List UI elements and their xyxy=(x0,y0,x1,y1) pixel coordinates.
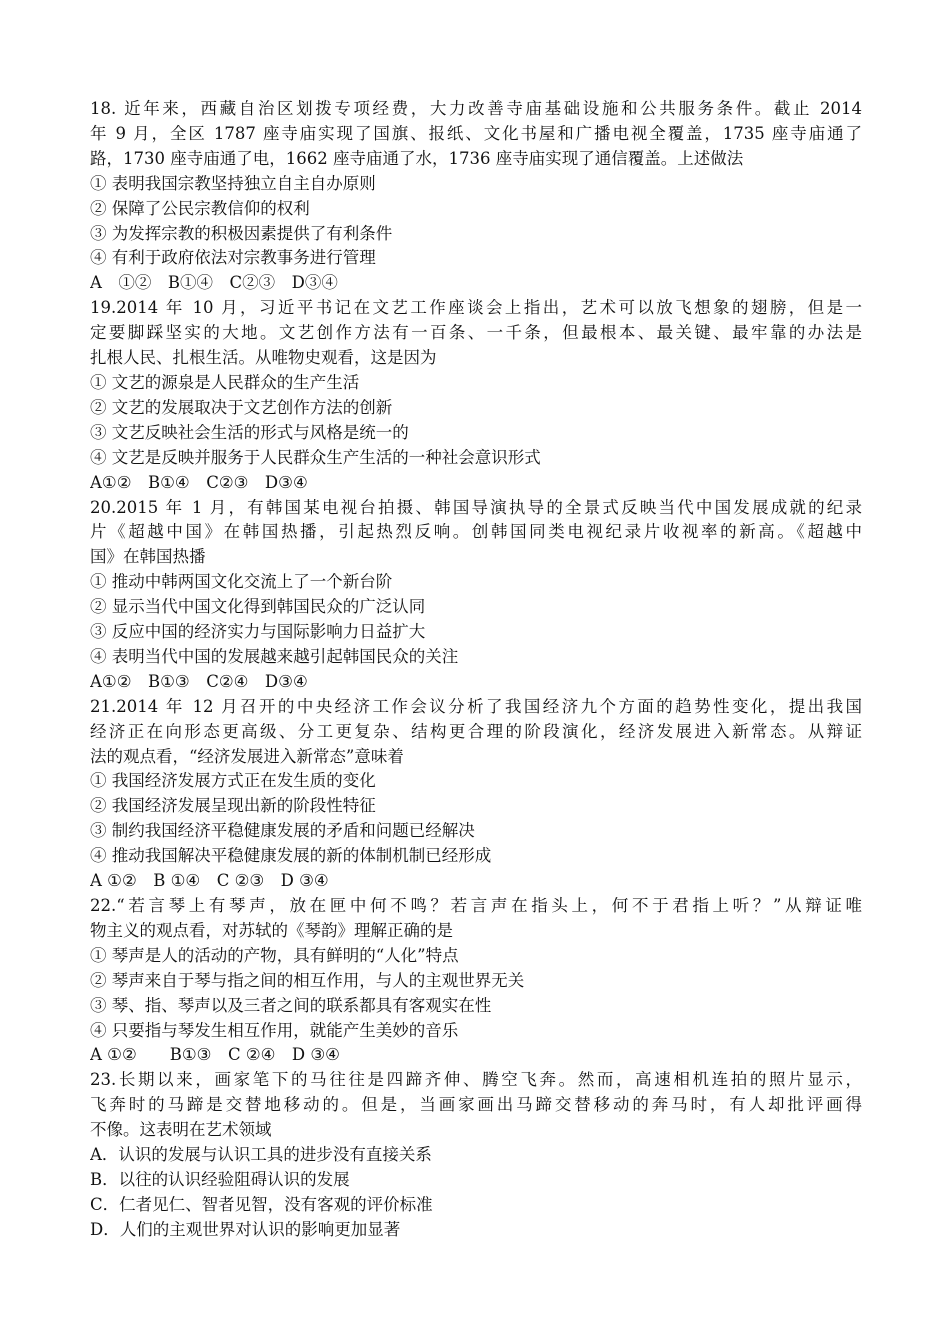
answer-choices: A①② B①④ C②③ D③④ xyxy=(90,472,308,492)
option-item: ④ 推动我国解决平稳健康发展的新的体制机制已经形成 xyxy=(90,846,492,866)
option-item: ④ 表明当代中国的发展越来越引起韩国民众的关注 xyxy=(90,646,459,666)
option-item: ② 我国经济发展呈现出新的阶段性特征 xyxy=(90,796,376,816)
question-stem-line: 片《超越中国》在韩国热播，引起热烈反响。创韩国同类电视纪录片收视率的新高。《超越中 xyxy=(90,522,862,542)
question-stem-line: 19.2014 年 10 月，习近平书记在文艺工作座谈会上指出，艺术可以放飞想象的翅膀，但是一 xyxy=(90,298,862,318)
question-stem-line: 年 9 月，全区 1787 座寺庙实现了国旗、报纸、文化书屋和广播电视全覆盖，1735 座寺庙通了 xyxy=(90,123,862,143)
question-stem-line: 经济正在向形态更高级、分工更复杂、结构更合理的阶段演化，经济发展进入新常态。从辩证 xyxy=(90,721,862,741)
option-item: ④ 有利于政府依法对宗教事务进行管理 xyxy=(90,248,376,268)
option-item: ① 我国经济发展方式正在发生质的变化 xyxy=(90,771,376,791)
question-22 xyxy=(90,894,862,1068)
option-item: ③ 琴、指、琴声以及三者之间的联系都具有客观实在性 xyxy=(90,995,492,1015)
option-item: ① 琴声是人的活动的产物，具有鲜明的“人化”特点 xyxy=(90,945,459,965)
option-item: B．以往的认识经验阻碍认识的发展 xyxy=(90,1169,350,1189)
answer-choices: A ①② B①③ C ②④ D ③④ xyxy=(90,1045,340,1065)
question-stem-line: 定要脚踩坚实的大地。文艺创作方法有一百条、一千条，但最根本、最关键、最牢靠的办法是 xyxy=(90,323,862,343)
question-23 xyxy=(90,1068,862,1242)
question-stem-line: 飞奔时的马蹄是交替地移动的。但是，当画家画出马蹄交替移动的奔马时，有人却批评画得 xyxy=(90,1095,862,1115)
question-stem-line: 国》在韩国热播 xyxy=(90,547,206,567)
question-stem-line: 路，1730 座寺庙通了电，1662 座寺庙通了水，1736 座寺庙实现了通信覆盖。上述做法 xyxy=(90,148,744,168)
question-stem-line: 20.2015 年 1 月，有韩国某电视台拍摄、韩国导演执导的全景式反映当代中国发展成就的纪录 xyxy=(90,497,862,517)
question-stem-line: 不像。这表明在艺术领域 xyxy=(90,1120,272,1140)
answer-choices: A①② B①③ C②④ D③④ xyxy=(90,671,308,691)
option-item: ① 文艺的源泉是人民群众的生产生活 xyxy=(90,372,360,392)
option-item: C．仁者见仁、智者见智，没有客观的评价标准 xyxy=(90,1194,433,1214)
option-item: D．人们的主观世界对认识的影响更加显著 xyxy=(90,1219,401,1239)
option-item: ② 保障了公民宗教信仰的权利 xyxy=(90,198,310,218)
option-item: ③ 制约我国经济平稳健康发展的矛盾和问题已经解决 xyxy=(90,821,475,841)
question-stem-line: 18. 近年来，西藏自治区划拨专项经费，大力改善寺庙基础设施和公共服务条件。截止 2014 xyxy=(90,99,862,118)
question-stem-line: 物主义的观点看，对苏轼的《琴韵》理解正确的是 xyxy=(90,920,453,940)
exam-page xyxy=(90,97,862,1243)
question-18 xyxy=(90,97,862,296)
option-item: ② 显示当代中国文化得到韩国民众的广泛认同 xyxy=(90,597,426,617)
question-stem-line: 扎根人民、扎根生活。从唯物史观看，这是因为 xyxy=(90,348,437,368)
question-stem-line: 23.长期以来，画家笔下的马往往是四蹄齐伸、腾空飞奔。然而，高速相机连拍的照片显示， xyxy=(90,1070,862,1090)
question-19 xyxy=(90,296,862,495)
answer-choices: A ①② B ①④ C ②③ D ③④ xyxy=(90,871,329,891)
question-20 xyxy=(90,496,862,695)
question-stem-line: 22.“若言琴上有琴声，放在匣中何不鸣？若言声在指头上，何不于君指上听？”从辩证唯 xyxy=(90,896,862,915)
option-item: ③ 文艺反映社会生活的形式与风格是统一的 xyxy=(90,422,409,442)
question-21 xyxy=(90,695,862,894)
option-item: ③ 反应中国的经济实力与国际影响力日益扩大 xyxy=(90,622,426,642)
option-item: ② 文艺的发展取决于文艺创作方法的创新 xyxy=(90,397,393,417)
option-item: ① 推动中韩两国文化交流上了一个新台阶 xyxy=(90,572,393,592)
option-item: A．认识的发展与认识工具的进步没有直接关系 xyxy=(90,1145,432,1165)
answer-choices: A ①② B①④ C②③ D③④ xyxy=(90,273,338,293)
option-item: ① 表明我国宗教坚持独立自主自办原则 xyxy=(90,173,376,193)
option-item: ④ 文艺是反映并服务于人民群众生产生活的一种社会意识形式 xyxy=(90,447,541,467)
option-item: ② 琴声来自于琴与指之间的相互作用，与人的主观世界无关 xyxy=(90,970,525,990)
option-item: ③ 为发挥宗教的积极因素提供了有利条件 xyxy=(90,223,393,243)
question-stem-line: 法的观点看，“经济发展进入新常态”意味着 xyxy=(90,746,404,766)
question-stem-line: 21.2014 年 12 月召开的中央经济工作会议分析了我国经济九个方面的趋势性变化，提出我国 xyxy=(90,696,862,716)
option-item: ④ 只要指与琴发生相互作用，就能产生美妙的音乐 xyxy=(90,1020,459,1040)
